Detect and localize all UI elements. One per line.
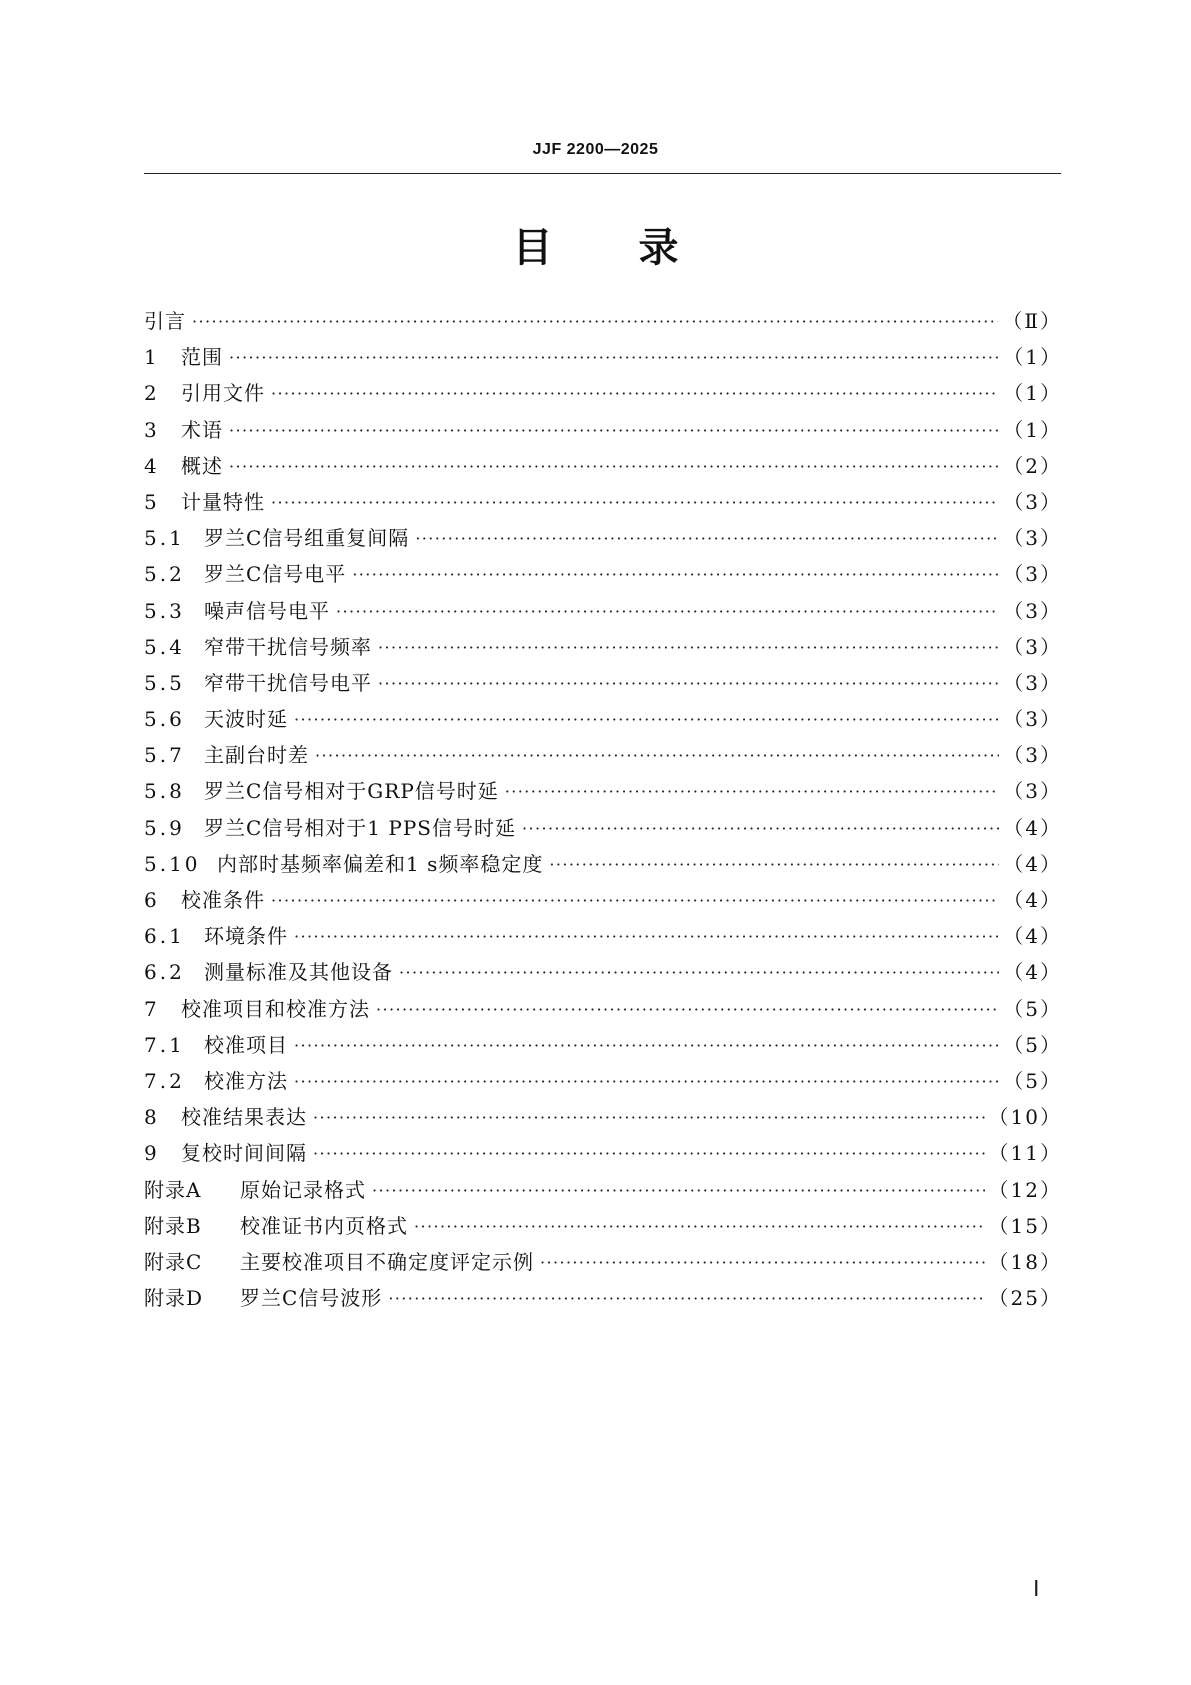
toc-dot-leader bbox=[378, 636, 999, 656]
toc-dot-leader bbox=[294, 925, 999, 945]
toc-entry-page: （5） bbox=[1003, 996, 1062, 1021]
toc-entry-number: 5.10 bbox=[144, 851, 201, 876]
toc-dot-leader bbox=[294, 1070, 999, 1090]
toc-entry[interactable] bbox=[144, 882, 1062, 918]
toc-entry[interactable] bbox=[144, 375, 1062, 411]
toc-dot-leader bbox=[294, 1034, 999, 1054]
toc-entry[interactable] bbox=[144, 520, 1062, 556]
toc-entry[interactable] bbox=[144, 810, 1062, 846]
toc-entry-page: （4） bbox=[1003, 960, 1062, 985]
toc-entry[interactable] bbox=[144, 484, 1062, 520]
toc-entry-label: 窄带干扰信号频率 bbox=[204, 634, 372, 659]
toc-entry[interactable] bbox=[144, 1280, 1062, 1316]
toc-entry[interactable] bbox=[144, 665, 1062, 701]
toc-entry-label: 测量标准及其他设备 bbox=[204, 960, 393, 985]
toc-entry-label: 校准证书内页格式 bbox=[240, 1213, 408, 1238]
toc-entry[interactable] bbox=[144, 412, 1062, 448]
toc-entry-label: 天波时延 bbox=[204, 707, 288, 732]
toc-entry-label: 罗兰C信号相对于1 PPS信号时延 bbox=[204, 815, 516, 840]
toc-entry-number: 7 bbox=[144, 996, 160, 1021]
toc-entry-number: 7.2 bbox=[144, 1068, 185, 1093]
toc-entry-label: 罗兰C信号电平 bbox=[204, 562, 347, 587]
toc-entry[interactable] bbox=[144, 593, 1062, 629]
toc-dot-leader bbox=[294, 708, 999, 728]
toc-dot-leader bbox=[271, 889, 999, 909]
toc-entry-page: （3） bbox=[1003, 634, 1062, 659]
toc-entry-number: 9 bbox=[144, 1141, 160, 1166]
toc-entry-label: 校准项目和校准方法 bbox=[181, 996, 370, 1021]
toc-entry-page: （2） bbox=[1003, 453, 1062, 478]
toc-dot-leader bbox=[399, 961, 999, 981]
toc-entry-page: （3） bbox=[1003, 598, 1062, 623]
toc-entry-page: （4） bbox=[1003, 924, 1062, 949]
toc-entry-label: 主要校准项目不确定度评定示例 bbox=[240, 1249, 534, 1274]
toc-dot-leader bbox=[549, 853, 999, 873]
toc-dot-leader bbox=[388, 1287, 984, 1307]
toc-entry-number: 5.8 bbox=[144, 779, 185, 804]
toc-entry-number: 6 bbox=[144, 888, 160, 912]
toc-entry-page: （4） bbox=[1003, 888, 1062, 912]
toc-entry-page: （1） bbox=[1003, 345, 1062, 370]
toc-entry-number: 3 bbox=[144, 417, 160, 442]
toc-entry-page: （4） bbox=[1003, 851, 1062, 876]
toc-entry[interactable] bbox=[144, 1027, 1062, 1063]
toc-entry-page: （3） bbox=[1003, 526, 1062, 551]
toc-entry-label: 术语 bbox=[181, 417, 223, 442]
toc-entry-page: （3） bbox=[1003, 743, 1062, 768]
toc-entry-number: 附录C bbox=[144, 1249, 203, 1274]
toc-entry[interactable] bbox=[144, 1099, 1062, 1135]
toc-entry-number: 8 bbox=[144, 1105, 160, 1130]
toc-entry[interactable] bbox=[144, 737, 1062, 773]
toc-entry-number: 附录B bbox=[144, 1213, 202, 1238]
toc-entry-page: （1） bbox=[1003, 417, 1062, 442]
toc-dot-leader bbox=[336, 600, 999, 620]
toc-entry-number: 5.9 bbox=[144, 815, 185, 840]
toc-dot-leader bbox=[229, 346, 999, 366]
toc-dot-leader bbox=[372, 1179, 985, 1199]
toc-dot-leader bbox=[313, 1142, 985, 1162]
toc-entry-page: （3） bbox=[1003, 670, 1062, 695]
toc-entry-page: （11） bbox=[988, 1141, 1062, 1166]
toc-dot-leader bbox=[378, 672, 999, 692]
toc-entry-label: 校准条件 bbox=[181, 888, 265, 912]
toc-entry-number: 附录A bbox=[144, 1177, 202, 1202]
toc-entry-page: （4） bbox=[1003, 815, 1062, 840]
toc-entry-label: 范围 bbox=[181, 345, 223, 370]
toc-dot-leader bbox=[315, 744, 999, 764]
page-number: Ⅰ bbox=[1033, 1576, 1040, 1601]
toc-entry-label: 原始记录格式 bbox=[240, 1177, 366, 1202]
toc-entry-number: 2 bbox=[144, 381, 160, 406]
toc-entry-page: （3） bbox=[1003, 779, 1062, 804]
toc-dot-leader bbox=[414, 1215, 985, 1235]
toc-entry[interactable] bbox=[144, 701, 1062, 737]
toc-entry-number: 5.3 bbox=[144, 598, 185, 623]
toc-dot-leader bbox=[229, 455, 999, 475]
toc-entry-number: 6.1 bbox=[144, 924, 185, 949]
toc-entry[interactable] bbox=[144, 629, 1062, 665]
toc-dot-leader bbox=[271, 491, 999, 511]
toc-entry[interactable] bbox=[144, 954, 1062, 990]
toc-entry-label: 罗兰C信号波形 bbox=[240, 1286, 383, 1311]
toc-dot-leader bbox=[540, 1251, 985, 1271]
toc-dot-leader bbox=[415, 527, 999, 547]
toc-entry-number: 6.2 bbox=[144, 960, 185, 985]
toc-entry-page: （3） bbox=[1003, 707, 1062, 732]
toc-entry[interactable] bbox=[144, 339, 1062, 375]
toc-entry[interactable] bbox=[144, 918, 1062, 954]
toc-entry-number: 4 bbox=[144, 453, 160, 478]
header-divider bbox=[144, 173, 1061, 174]
toc-entry-label: 罗兰C信号相对于GRP信号时延 bbox=[204, 779, 499, 804]
document-code-header: JJF 2200—2025 bbox=[532, 141, 659, 158]
toc-entry[interactable] bbox=[144, 1208, 1062, 1244]
toc-entry-page: （10） bbox=[988, 1105, 1062, 1130]
toc-entry-label: 计量特性 bbox=[181, 489, 265, 514]
toc-entry-number: 5 bbox=[144, 489, 160, 514]
toc-entry[interactable] bbox=[144, 773, 1062, 809]
toc-entry-page: （12） bbox=[988, 1177, 1062, 1202]
toc-dot-leader bbox=[271, 382, 999, 402]
toc-entry-number: 附录D bbox=[144, 1286, 204, 1311]
toc-entry-page: （3） bbox=[1003, 489, 1062, 514]
toc-entry[interactable] bbox=[144, 556, 1062, 592]
toc-entry-number: 7.1 bbox=[144, 1032, 185, 1057]
toc-entry-label: 环境条件 bbox=[204, 924, 288, 949]
toc-entry-page: （5） bbox=[1003, 1068, 1062, 1093]
toc-entry[interactable] bbox=[144, 1244, 1062, 1280]
toc-entry-label: 校准方法 bbox=[204, 1068, 288, 1093]
toc-entry-number: 1 bbox=[144, 345, 160, 370]
toc-entry-label: 校准项目 bbox=[204, 1032, 288, 1057]
toc-dot-leader bbox=[192, 310, 998, 330]
toc-entry[interactable] bbox=[144, 1063, 1062, 1099]
toc-entry-label: 引言 bbox=[144, 309, 186, 333]
toc-entry-label: 窄带干扰信号电平 bbox=[204, 670, 372, 695]
toc-entry[interactable] bbox=[144, 991, 1062, 1027]
toc-entry-page: （1） bbox=[1003, 381, 1062, 406]
toc-entry-label: 噪声信号电平 bbox=[204, 598, 330, 623]
toc-dot-leader bbox=[229, 419, 999, 439]
toc-entry-page: （25） bbox=[988, 1286, 1062, 1311]
toc-entry-label: 主副台时差 bbox=[204, 743, 309, 768]
toc-entry-number: 5.6 bbox=[144, 707, 185, 732]
toc-entry-page: （18） bbox=[988, 1249, 1062, 1274]
toc-dot-leader bbox=[352, 563, 999, 583]
toc-entry-label: 校准结果表达 bbox=[181, 1105, 307, 1130]
toc-entry-label: 概述 bbox=[181, 453, 223, 478]
toc-entry[interactable] bbox=[144, 846, 1062, 882]
toc-entry-label: 引用文件 bbox=[181, 381, 265, 406]
toc-dot-leader bbox=[522, 817, 999, 837]
toc-entry-label: 复校时间间隔 bbox=[181, 1141, 307, 1166]
toc-entry-page: （5） bbox=[1003, 1032, 1062, 1057]
toc-entry-number: 5.2 bbox=[144, 562, 185, 587]
toc-entry-page: （15） bbox=[988, 1213, 1062, 1238]
toc-dot-leader bbox=[376, 998, 999, 1018]
toc-entry-label: 罗兰C信号组重复间隔 bbox=[204, 526, 410, 551]
toc-entry-label: 内部时基频率偏差和1 s频率稳定度 bbox=[217, 851, 544, 876]
toc-entry-number: 5.7 bbox=[144, 743, 185, 768]
toc-entry-number: 5.1 bbox=[144, 526, 185, 551]
toc-entry-page: （Ⅱ） bbox=[1002, 309, 1062, 333]
toc-entry[interactable] bbox=[144, 303, 1062, 339]
table-of-contents bbox=[144, 303, 1062, 1316]
toc-entry-number: 5.5 bbox=[144, 670, 185, 695]
toc-entry[interactable] bbox=[144, 448, 1062, 484]
toc-entry-number: 5.4 bbox=[144, 634, 185, 659]
toc-dot-leader bbox=[505, 780, 999, 800]
page-title: 目录 bbox=[512, 225, 765, 271]
toc-entry-page: （3） bbox=[1003, 562, 1062, 587]
toc-entry[interactable] bbox=[144, 1172, 1062, 1208]
toc-dot-leader bbox=[313, 1106, 985, 1126]
toc-entry[interactable] bbox=[144, 1135, 1062, 1171]
